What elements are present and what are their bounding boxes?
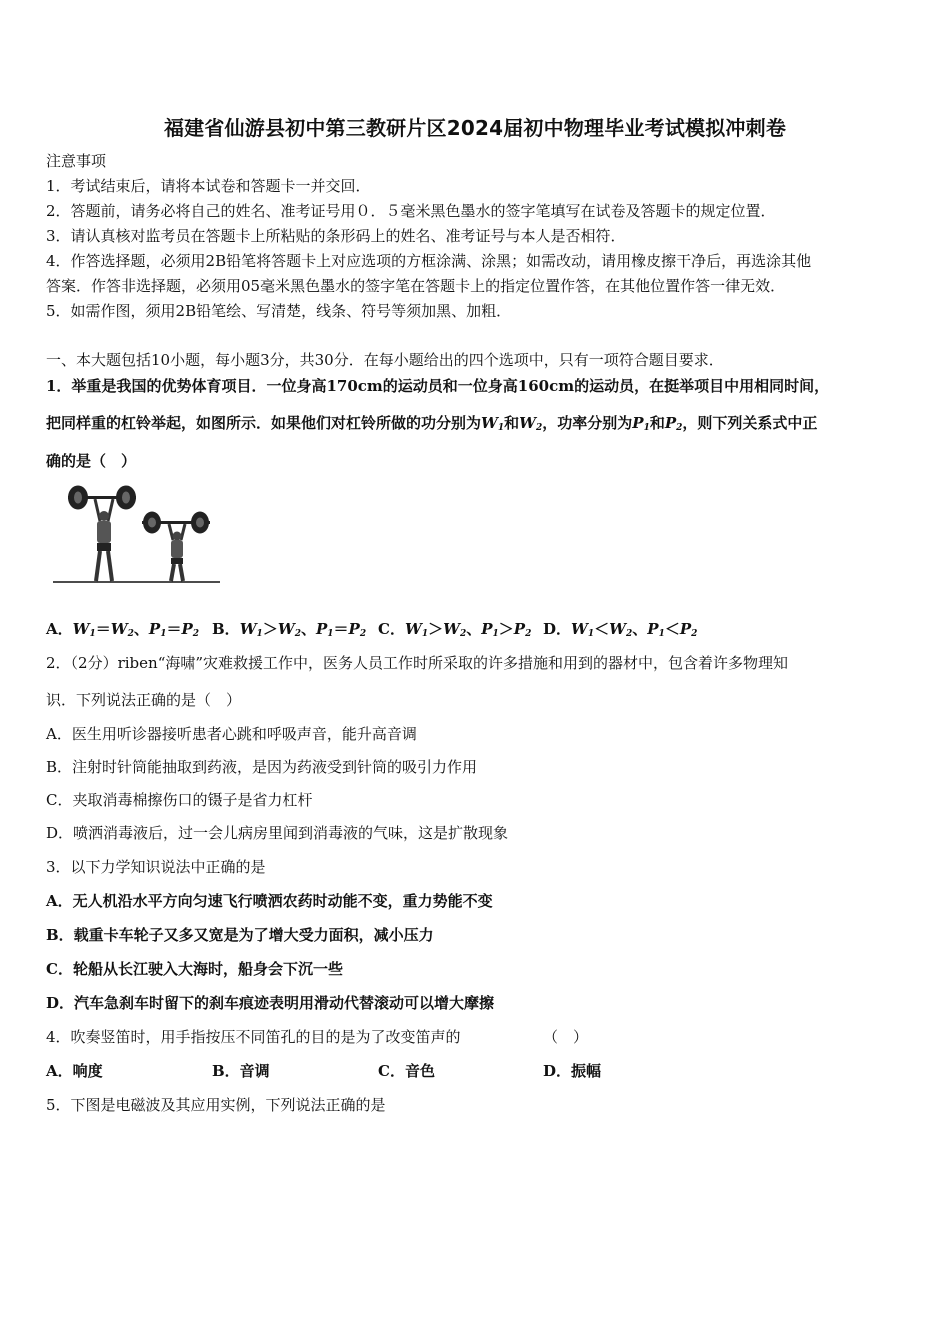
q3-option-b[interactable]: B．载重卡车轮子又多又宽是为了增大受力面积，减小压力 [46,926,434,944]
q2-stem-line2: 识．下列说法正确的是（ ） [46,691,242,709]
q2-stem-line1: 2．（2分）riben“海啸”灾难救援工作中，医务人员工作时所采取的许多措施和用到的器材中，包含着许多物理知 [46,654,789,672]
q5-stem: 5．下图是电磁波及其应用实例，下列说法正确的是 [46,1096,386,1114]
notice-item: 5．如需作图，须用2B铅笔绘、写清楚，线条、符号等须加黑、加粗． [46,302,512,320]
weightlifters-figure [50,483,225,588]
notice-item: 4．作答选择题，必须用2B铅笔将答题卡上对应选项的方框涂满、涂黑；如需改动，请用橡皮擦干净后，再选涂其他 [46,252,812,270]
q1-stem-line3: 确的是（ ） [46,452,137,470]
q1-stem-line1: 1．举重是我国的优势体育项目．一位身高170cm的运动员和一位身高160cm的运动员，在挺举项目中用相同时间， [46,377,830,395]
notice-item: 2．答题前，请务必将自己的姓名、准考证号用０．５毫米黑色墨水的签字笔填写在试卷及答题卡的规定位置． [46,202,776,220]
notice-item: 答案．作答非选择题，必须用05毫米黑色墨水的签字笔在答题卡上的指定位置作答，在其他位置作答一律无效． [46,277,786,295]
q1-stem-line2: 把同样重的杠铃举起，如图所示．如果他们对杠铃所做的功分别为$W_1$和$W_2$，功率分别为$P_1$和$P_2$，则下列关系式中正 [46,414,818,433]
q4-stem: 4．吹奏竖笛时，用手指按压不同笛孔的目的是为了改变笛声的 [46,1028,461,1046]
q3-stem: 3．以下力学知识说法中正确的是 [46,858,266,876]
q4-option-a[interactable]: A．响度 [46,1062,103,1080]
weightlifter-tall-icon [68,486,136,582]
q2-option-c[interactable]: C．夹取消毒棉擦伤口的镊子是省力杠杆 [46,791,313,809]
q4-option-c[interactable]: C．音色 [378,1062,435,1080]
q2-option-d[interactable]: D．喷洒消毒液后，过一会儿病房里闻到消毒液的气味，这是扩散现象 [46,824,509,842]
weightlifter-short-icon [142,512,210,582]
notice-heading: 注意事项 [46,152,107,170]
notice-item: 1．考试结束后，请将本试卷和答题卡一并交回． [46,177,371,195]
q3-option-c[interactable]: C．轮船从长江驶入大海时，船身会下沉一些 [46,960,343,978]
exam-title: 福建省仙游县初中第三教研片区2024届初中物理毕业考试模拟冲刺卷 [163,116,787,140]
q4-option-d[interactable]: D．振幅 [543,1062,602,1080]
q2-option-a[interactable]: A．医生用听诊器接听患者心跳和呼吸声音，能升高音调 [46,725,417,743]
section-heading: 一、本大题包括10小题，每小题3分，共30分．在每小题给出的四个选项中，只有一项符合题目要求． [46,351,724,369]
q1-option-d[interactable]: D．$W_1<W_2$、$P_1<P_2$ [543,620,698,639]
notice-item: 3．请认真核对监考员在答题卡上所粘贴的条形码上的姓名、准考证号与本人是否相符． [46,227,626,245]
q2-option-b[interactable]: B．注射时针筒能抽取到药液，是因为药液受到针筒的吸引力作用 [46,758,478,776]
q1-option-b[interactable]: B．$W_1>W_2$、$P_1=P_2$ [212,620,367,639]
q1-option-a[interactable]: A．$W_1=W_2$、$P_1=P_2$ [46,620,200,639]
q3-option-d[interactable]: D．汽车急刹车时留下的刹车痕迹表明用滑动代替滚动可以增大摩擦 [46,994,495,1012]
q3-option-a[interactable]: A．无人机沿水平方向匀速飞行喷洒农药时动能不变，重力势能不变 [46,892,493,910]
q4-option-b[interactable]: B．音调 [212,1062,270,1080]
q4-answer-blank: （ ） [543,1028,589,1046]
q1-option-c[interactable]: C．$W_1>W_2$、$P_1>P_2$ [378,620,532,639]
